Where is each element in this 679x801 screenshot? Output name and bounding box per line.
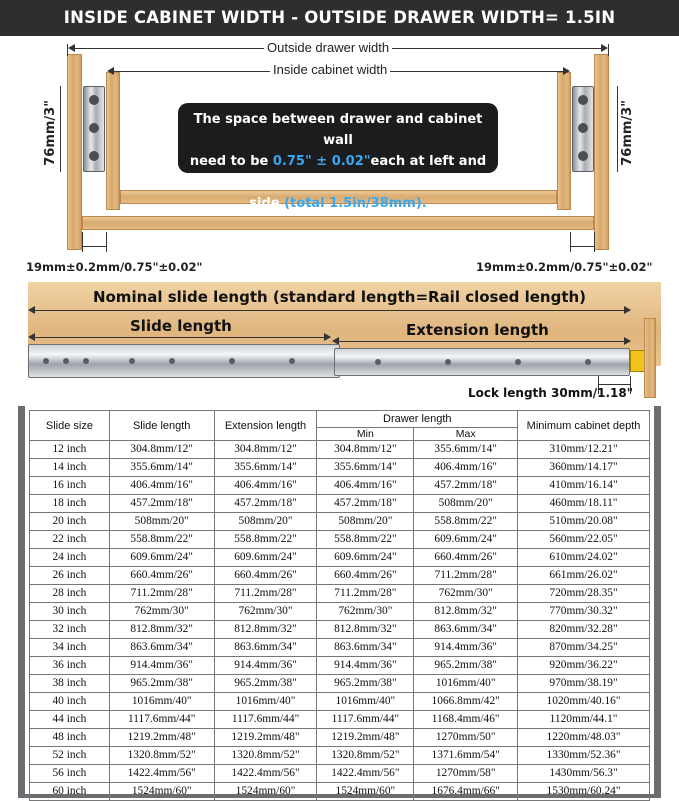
table-cell: 660.4mm/26"	[317, 567, 414, 585]
table-cell: 660.4mm/26"	[414, 549, 518, 567]
table-cell: 26 inch	[30, 567, 110, 585]
table-cell: 1117.6mm/44"	[317, 711, 414, 729]
slide-inner-rail	[334, 348, 630, 376]
table-cell: 304.8mm/12"	[109, 441, 214, 459]
table-cell: 508mm/20"	[317, 513, 414, 531]
left-slide-rail	[83, 86, 105, 172]
table-cell: 1430mm/56.3"	[518, 765, 650, 783]
rail-hole	[63, 358, 69, 364]
rail-ball	[89, 123, 99, 133]
table-cell: 18 inch	[30, 495, 110, 513]
table-row	[30, 459, 650, 477]
table-cell: 406.4mm/16"	[109, 477, 214, 495]
table-cell: 30 inch	[30, 603, 110, 621]
table-cell: 38 inch	[30, 675, 110, 693]
table-cell: 965.2mm/38"	[214, 675, 317, 693]
rail-hole	[375, 359, 381, 365]
table-cell: 52 inch	[30, 747, 110, 765]
table-cell: 870mm/34.25"	[518, 639, 650, 657]
lock-length-line	[598, 384, 630, 385]
table-cell: 508mm/20"	[109, 513, 214, 531]
table-cell: 1320.8mm/52"	[317, 747, 414, 765]
table-cell: 1524mm/60"	[109, 783, 214, 801]
right-gap-label: 19mm±0.2mm/0.75"±0.02"	[476, 260, 653, 274]
table-cell: 812.8mm/32"	[109, 621, 214, 639]
table-cell: 1422.4mm/56"	[109, 765, 214, 783]
slide-length-arrow-right	[324, 333, 331, 341]
table-cell: 1020mm/40.16"	[518, 693, 650, 711]
table-cell: 558.8mm/22"	[109, 531, 214, 549]
table-cell: 1320.8mm/52"	[109, 747, 214, 765]
table-cell: 914.4mm/36"	[214, 657, 317, 675]
table-row	[30, 513, 650, 531]
left-cabinet-wall	[67, 54, 82, 250]
table-cell: 32 inch	[30, 621, 110, 639]
left-height-label: 76mm/3"	[43, 100, 58, 166]
table-cell: 711.2mm/28"	[214, 585, 317, 603]
table-cell: 56 inch	[30, 765, 110, 783]
table-cell: 406.4mm/16"	[214, 477, 317, 495]
table-cell: 16 inch	[30, 477, 110, 495]
table-row	[30, 729, 650, 747]
rail-hole	[229, 358, 235, 364]
left-drawer-side	[106, 72, 120, 210]
slide-length-line	[30, 337, 330, 338]
table-row	[30, 657, 650, 675]
table-header-row	[30, 411, 650, 428]
table-cell: 22 inch	[30, 531, 110, 549]
outside-width-arrow-left	[68, 44, 75, 52]
table-cell: 965.2mm/38"	[414, 657, 518, 675]
table-cell: 457.2mm/18"	[109, 495, 214, 513]
outside-width-label: Outside drawer width	[264, 40, 392, 55]
table-cell: 812.8mm/32"	[317, 621, 414, 639]
table-cell: 20 inch	[30, 513, 110, 531]
table-cell: 914.4mm/36"	[317, 657, 414, 675]
right-cabinet-wall	[594, 54, 609, 250]
table-row	[30, 441, 650, 459]
callout-highlight: (total 1.5in/38mm).	[284, 196, 427, 211]
right-gap-ext	[594, 232, 595, 252]
nominal-arrow-left	[28, 306, 35, 314]
right-height-label: 76mm/3"	[620, 100, 635, 166]
table-body	[30, 441, 650, 801]
table-cell: 711.2mm/28"	[317, 585, 414, 603]
left-height-line	[60, 86, 61, 172]
rail-ball	[578, 95, 588, 105]
table-row	[30, 675, 650, 693]
table-cell: 508mm/20"	[214, 513, 317, 531]
table-cell: 863.6mm/34"	[414, 621, 518, 639]
table-cell: 1270mm/50"	[414, 729, 518, 747]
right-slide-rail	[572, 86, 594, 172]
slide-size-table	[29, 410, 650, 801]
table-cell: 812.8mm/32"	[414, 603, 518, 621]
table-cell: 661mm/26.02"	[518, 567, 650, 585]
table-cell: 12 inch	[30, 441, 110, 459]
rail-hole	[83, 358, 89, 364]
table-cell: 304.8mm/12"	[214, 441, 317, 459]
table-cell: 863.6mm/34"	[317, 639, 414, 657]
table-cell: 863.6mm/34"	[214, 639, 317, 657]
table-cell: 355.6mm/14"	[317, 459, 414, 477]
table-cell: 1676.4mm/66"	[414, 783, 518, 801]
table-cell: 965.2mm/38"	[109, 675, 214, 693]
lock-length-label: Lock length 30mm/1.18"	[468, 386, 633, 400]
nominal-length-line	[30, 310, 630, 311]
cabinet-bottom-board	[82, 216, 594, 230]
table-cell: 1168.4mm/46"	[414, 711, 518, 729]
extension-length-label: Extension length	[406, 321, 549, 339]
table-cell: 711.2mm/28"	[414, 567, 518, 585]
size-table-container	[25, 406, 654, 797]
right-drawer-side	[557, 72, 571, 210]
table-cell: 1016mm/40"	[109, 693, 214, 711]
table-cell: 965.2mm/38"	[317, 675, 414, 693]
table-cell: 1270mm/58"	[414, 765, 518, 783]
table-cell: 1220mm/48.03"	[518, 729, 650, 747]
header-min-depth: Minimum cabinet depth	[518, 411, 650, 441]
table-cell: 660.4mm/26"	[109, 567, 214, 585]
header-max: Max	[414, 428, 518, 441]
table-cell: 406.4mm/16"	[317, 477, 414, 495]
nominal-arrow-right	[624, 306, 631, 314]
callout-line-2	[186, 151, 490, 193]
table-cell: 44 inch	[30, 711, 110, 729]
table-cell: 1371.6mm/54"	[414, 747, 518, 765]
outside-width-arrow-right	[601, 44, 608, 52]
table-cell: 1117.6mm/44"	[109, 711, 214, 729]
rail-hole	[445, 359, 451, 365]
left-gap-ext	[82, 232, 83, 252]
table-cell: 762mm/30"	[214, 603, 317, 621]
table-row	[30, 639, 650, 657]
table-cell: 457.2mm/18"	[317, 495, 414, 513]
table-row	[30, 495, 650, 513]
callout-line-1: The space between drawer and cabinet wall	[193, 112, 483, 148]
table-cell: 1330mm/52.36"	[518, 747, 650, 765]
table-cell: 1016mm/40"	[414, 675, 518, 693]
rail-ball	[89, 95, 99, 105]
table-cell: 508mm/20"	[414, 495, 518, 513]
table-cell: 1066.8mm/42"	[414, 693, 518, 711]
table-cell: 34 inch	[30, 639, 110, 657]
slide-length-label: Slide length	[130, 317, 232, 335]
outside-width-ext-right	[608, 44, 609, 56]
callout-text: need to be	[189, 154, 273, 169]
table-cell: 812.8mm/32"	[214, 621, 317, 639]
table-cell: 40 inch	[30, 693, 110, 711]
header-extension-length: Extension length	[214, 411, 317, 441]
table-row	[30, 603, 650, 621]
rail-hole	[289, 358, 295, 364]
table-cell: 560mm/22.05"	[518, 531, 650, 549]
table-cell: 48 inch	[30, 729, 110, 747]
rail-ball	[578, 151, 588, 161]
rail-hole	[43, 358, 49, 364]
table-cell: 1219.2mm/48"	[214, 729, 317, 747]
right-height-line	[617, 86, 618, 172]
rail-hole	[169, 358, 175, 364]
table-cell: 609.6mm/24"	[214, 549, 317, 567]
table-row	[30, 693, 650, 711]
table-cell: 609.6mm/24"	[317, 549, 414, 567]
table-row	[30, 549, 650, 567]
header-drawer-length: Drawer length	[317, 411, 518, 428]
left-gap-ext	[106, 232, 107, 252]
table-row	[30, 711, 650, 729]
nominal-length-label: Nominal slide length (standard length=Rail closed length)	[92, 288, 587, 306]
rail-ball	[578, 123, 588, 133]
table-cell: 510mm/20.08"	[518, 513, 650, 531]
left-gap-line	[83, 246, 106, 247]
table-cell: 863.6mm/34"	[109, 639, 214, 657]
table-cell: 762mm/30"	[109, 603, 214, 621]
table-cell: 460mm/18.11"	[518, 495, 650, 513]
table-cell: 610mm/24.02"	[518, 549, 650, 567]
table-cell: 820mm/32.28"	[518, 621, 650, 639]
table-cell: 720mm/28.35"	[518, 585, 650, 603]
table-row	[30, 567, 650, 585]
cabinet-width-diagram	[0, 36, 679, 282]
table-cell: 1524mm/60"	[317, 783, 414, 801]
table-cell: 1422.4mm/56"	[317, 765, 414, 783]
table-cell: 762mm/30"	[317, 603, 414, 621]
callout-line-3	[186, 193, 490, 214]
rail-ball	[89, 151, 99, 161]
table-cell: 762mm/30"	[414, 585, 518, 603]
table-cell: 558.8mm/22"	[317, 531, 414, 549]
table-cell: 914.4mm/36"	[109, 657, 214, 675]
rail-hole	[585, 359, 591, 365]
table-cell: 920mm/36.22"	[518, 657, 650, 675]
table-cell: 558.8mm/22"	[214, 531, 317, 549]
table-cell: 711.2mm/28"	[109, 585, 214, 603]
slide-outer-rail	[28, 344, 340, 378]
rail-hole	[129, 358, 135, 364]
table-cell: 1422.4mm/56"	[214, 765, 317, 783]
drawer-front-board	[644, 318, 656, 398]
rail-hole	[515, 359, 521, 365]
table-cell: 1219.2mm/48"	[317, 729, 414, 747]
header-slide-length: Slide length	[109, 411, 214, 441]
table-cell: 1219.2mm/48"	[109, 729, 214, 747]
slide-specs-panel	[18, 282, 661, 798]
table-cell: 558.8mm/22"	[414, 513, 518, 531]
header-min: Min	[317, 428, 414, 441]
table-cell: 457.2mm/18"	[414, 477, 518, 495]
table-cell: 914.4mm/36"	[414, 639, 518, 657]
extension-length-line	[334, 341, 630, 342]
slide-length-arrow-left	[28, 333, 35, 341]
table-cell: 970mm/38.19"	[518, 675, 650, 693]
table-cell: 28 inch	[30, 585, 110, 603]
table-cell: 60 inch	[30, 783, 110, 801]
callout-text: each at left and right	[320, 154, 487, 190]
table-cell: 24 inch	[30, 549, 110, 567]
table-cell: 406.4mm/16"	[414, 459, 518, 477]
table-cell: 1016mm/40"	[214, 693, 317, 711]
table-row	[30, 585, 650, 603]
table-cell: 609.6mm/24"	[414, 531, 518, 549]
banner-title: INSIDE CABINET WIDTH - OUTSIDE DRAWER WIDTH= 1.5IN	[0, 0, 679, 36]
table-row	[30, 747, 650, 765]
table-cell: 1530mm/60.24"	[518, 783, 650, 801]
table-cell: 1320.8mm/52"	[214, 747, 317, 765]
slide-length-diagram	[18, 282, 661, 406]
left-gap-label: 19mm±0.2mm/0.75"±0.02"	[26, 260, 203, 274]
table-cell: 14 inch	[30, 459, 110, 477]
table-cell: 304.8mm/12"	[317, 441, 414, 459]
inside-width-label: Inside cabinet width	[270, 62, 390, 77]
table-cell: 355.6mm/14"	[414, 441, 518, 459]
right-gap-line	[571, 246, 594, 247]
table-cell: 457.2mm/18"	[214, 495, 317, 513]
table-row	[30, 621, 650, 639]
table-cell: 360mm/14.17"	[518, 459, 650, 477]
table-row	[30, 531, 650, 549]
table-cell: 1524mm/60"	[214, 783, 317, 801]
table-cell: 36 inch	[30, 657, 110, 675]
extension-arrow-right	[624, 337, 631, 345]
table-cell: 609.6mm/24"	[109, 549, 214, 567]
callout-highlight: 0.75" ± 0.02"	[272, 154, 371, 169]
table-row	[30, 765, 650, 783]
table-cell: 310mm/12.21"	[518, 441, 650, 459]
table-row	[30, 477, 650, 495]
header-slide-size: Slide size	[30, 411, 110, 441]
table-cell: 770mm/30.32"	[518, 603, 650, 621]
table-cell: 1117.6mm/44"	[214, 711, 317, 729]
table-cell: 355.6mm/14"	[109, 459, 214, 477]
table-cell: 410mm/16.14"	[518, 477, 650, 495]
gap-callout	[178, 103, 498, 211]
table-cell: 1120mm/44.1"	[518, 711, 650, 729]
right-gap-ext	[570, 232, 571, 252]
table-cell: 660.4mm/26"	[214, 567, 317, 585]
table-cell: 355.6mm/14"	[214, 459, 317, 477]
callout-text: side	[249, 196, 285, 211]
inside-width-arrow-left	[107, 67, 114, 75]
inside-width-arrow-right	[563, 67, 570, 75]
table-cell: 1016mm/40"	[317, 693, 414, 711]
